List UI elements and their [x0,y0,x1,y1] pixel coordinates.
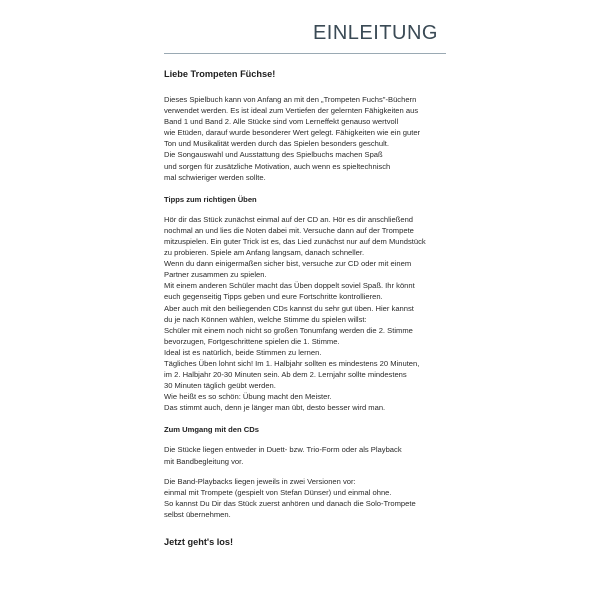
header-divider [164,53,446,54]
text-line: selbst übernehmen. [164,509,231,519]
text-line: zu probieren. Spiele am Anfang langsam, danach schneller. [164,248,365,258]
tips-heading: Tipps zum richtigen Üben [164,194,257,204]
text-line: mitzuspielen. Ein guter Trick ist es, das Lied zunächst nur auf dem Mundstück [164,236,426,246]
text-line: So kannst Du Dir das Stück zuerst anhören und danach die Solo-Trompete [164,498,416,508]
text-line: verwendet werden. Es ist ideal zum Vertiefen der gelernten Fähigkeiten aus [164,106,419,116]
text-line: Aber auch mit den beiliegenden CDs kannst du sehr gut üben. Hier kannst [164,303,414,313]
text-line: Tägliches Üben lohnt sich! Im 1. Halbjahr sollten es mindestens 20 Minuten, [164,358,420,368]
text-line: einmal mit Trompete (gespielt von Stefan Dünser) und einmal ohne. [164,487,392,497]
text-line: 30 Minuten täglich geübt werden. [164,381,276,391]
document-body [164,68,454,548]
cds-paragraph-2 [164,476,454,520]
text-line: wie Etüden, darauf wurde besonderer Wert gelegt. Fähigkeiten wie ein guter [164,128,421,138]
tips-paragraph [164,214,454,414]
intro-heading: Liebe Trompeten Füchse! [164,69,276,79]
page-title: EINLEITUNG [312,22,438,44]
text-line: Ideal ist es natürlich, beide Stimmen zu lernen. [164,347,322,357]
text-line: Ton und Musikalität werden durch das Spielen besonders geschult. [164,139,389,149]
text-line: Das stimmt auch, denn je länger man übt, desto besser wird man. [164,403,386,413]
text-line: Dieses Spielbuch kann von Anfang an mit den „Trompeten Fuchs"-Büchern [164,95,417,104]
text-line: Die Stücke liegen entweder in Duett- bzw. Trio-Form oder als Playback [164,445,402,455]
text-line: Band 1 und Band 2. Alle Stücke sind vom Lerneffekt genauso wertvoll [164,117,399,127]
text-line: mit Bandbegleitung vor. [164,456,244,466]
intro-paragraph [164,94,454,183]
text-line: Die Songauswahl und Ausstattung des Spielbuchs machen Spaß [164,150,383,160]
text-line: mal schwieriger werden sollte. [164,172,266,182]
text-line: Wie heißt es so schön: Übung macht den Meister. [164,392,332,402]
text-line: du je nach Können wählen, welche Stimme du spielen willst: [164,314,367,324]
closing-heading: Jetzt geht's los! [164,537,234,547]
cds-heading: Zum Umgang mit den CDs [164,425,259,435]
text-line: nochmal an und lies die Noten dabei mit. Versuche dann auf der Trompete [164,225,414,235]
text-line: Mit einem anderen Schüler macht das Üben doppelt soviel Spaß. Ihr könnt [164,281,415,291]
text-line: euch gegenseitig Tipps geben und eure Fortschritte kontrollieren. [164,292,383,302]
text-line: bevorzugen, Fortgeschrittene spielen die 1. Stimme. [164,336,340,346]
text-line: Die Band-Playbacks liegen jeweils in zwei Versionen vor: [164,476,356,486]
text-line: im 2. Halbjahr 20-30 Minuten sein. Ab dem 2. Lernjahr sollte mindestens [164,370,407,380]
cds-paragraph-1 [164,444,454,466]
text-line: Hör dir das Stück zunächst einmal auf der CD an. Hör es dir anschließend [164,214,414,224]
text-line: Schüler mit einem noch nicht so großen Tonumfang werden die 2. Stimme [164,325,413,335]
paragraph-gap [164,467,454,476]
text-line: Wenn du dann einigermaßen sicher bist, versuche zur CD oder mit einem [164,259,412,269]
text-line: Partner zusammen zu spielen. [164,270,267,280]
text-line: und sorgen für zusätzliche Motivation, auch wenn es spieltechnisch [164,161,391,171]
